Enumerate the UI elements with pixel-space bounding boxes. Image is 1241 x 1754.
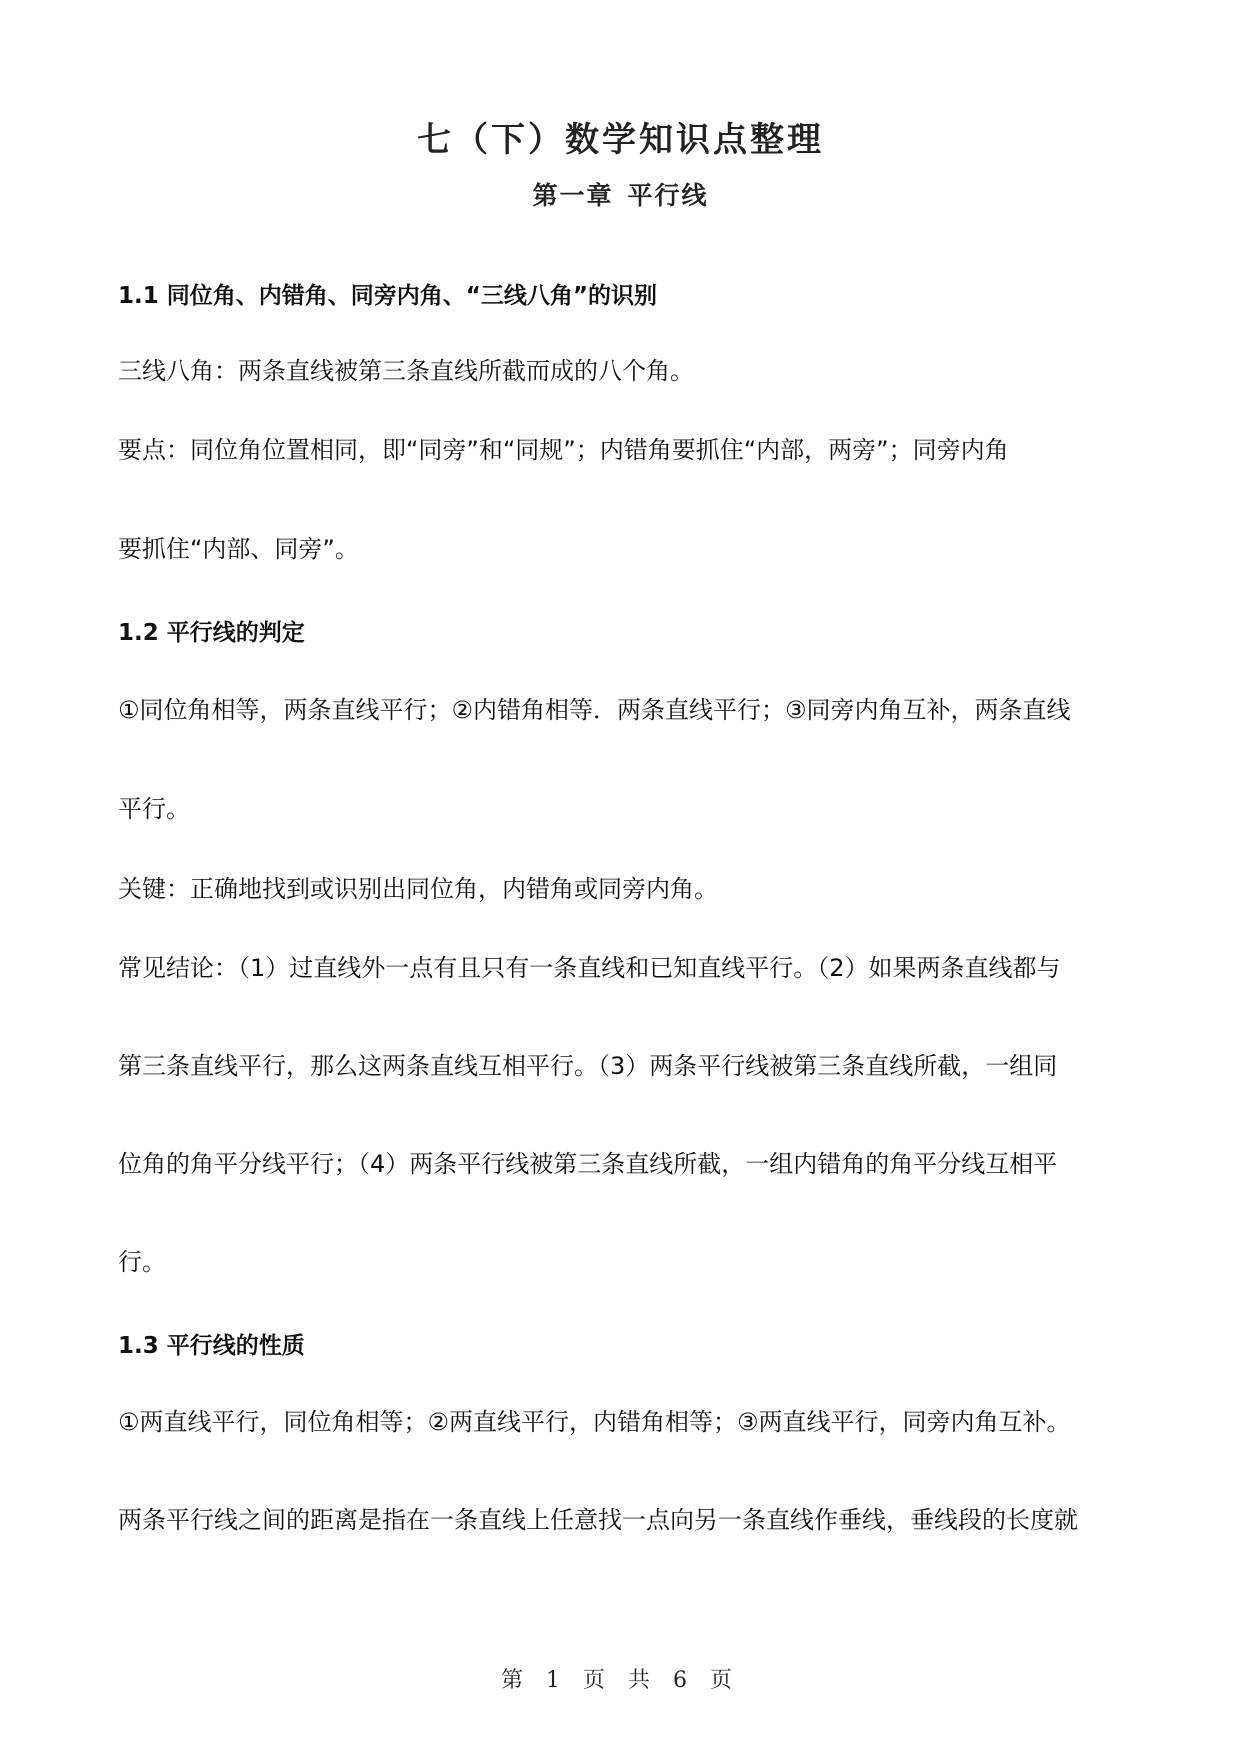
section-heading: 1.1 同位角、内错角、同旁内角、“三线八角”的识别 xyxy=(118,283,657,309)
paragraph-line: ①同位角相等，两条直线平行；②内错角相等．两条直线平行；③同旁内角互补，两条直线 xyxy=(118,696,1071,724)
page-footer: 第 1 页 共 6 页 xyxy=(501,1668,740,1693)
paragraph-line: ①两直线平行，同位角相等；②两直线平行，内错角相等；③两直线平行，同旁内角互补。 xyxy=(118,1408,1071,1436)
paragraph-line: 位角的角平分线平行；（4）两条平行线被第三条直线所截，一组内错角的角平分线互相平 xyxy=(118,1150,1058,1178)
paragraph-line: 两条平行线之间的距离是指在一条直线上任意找一点向另一条直线作垂线，垂线段的长度就 xyxy=(118,1506,1078,1534)
chapter-label: 第一章 xyxy=(532,181,614,210)
document-title: 七（下）数学知识点整理 xyxy=(417,120,824,160)
paragraph-line: 要抓住“内部、同旁”。 xyxy=(118,535,359,563)
chapter-name: 平行线 xyxy=(627,181,709,210)
paragraph-line: 关键：正确地找到或识别出同位角，内错角或同旁内角。 xyxy=(118,875,718,903)
paragraph-line: 三线八角：两条直线被第三条直线所截而成的八个角。 xyxy=(118,357,694,385)
paragraph-line: 平行。 xyxy=(118,795,190,823)
paragraph-line: 行。 xyxy=(118,1248,166,1276)
paragraph-line: 第三条直线平行，那么这两条直线互相平行。（3）两条平行线被第三条直线所截，一组同 xyxy=(118,1052,1058,1080)
paragraph-line: 要点：同位角位置相同，即“同旁”和“同规”；内错角要抓住“内部，两旁”；同旁内角 xyxy=(118,436,1009,464)
paragraph-line: 常见结论：（1）过直线外一点有且只有一条直线和已知直线平行。（2）如果两条直线都与 xyxy=(118,954,1061,982)
section-heading: 1.2 平行线的判定 xyxy=(118,620,305,646)
chapter-title xyxy=(0,176,1241,212)
section-heading: 1.3 平行线的性质 xyxy=(118,1333,305,1359)
